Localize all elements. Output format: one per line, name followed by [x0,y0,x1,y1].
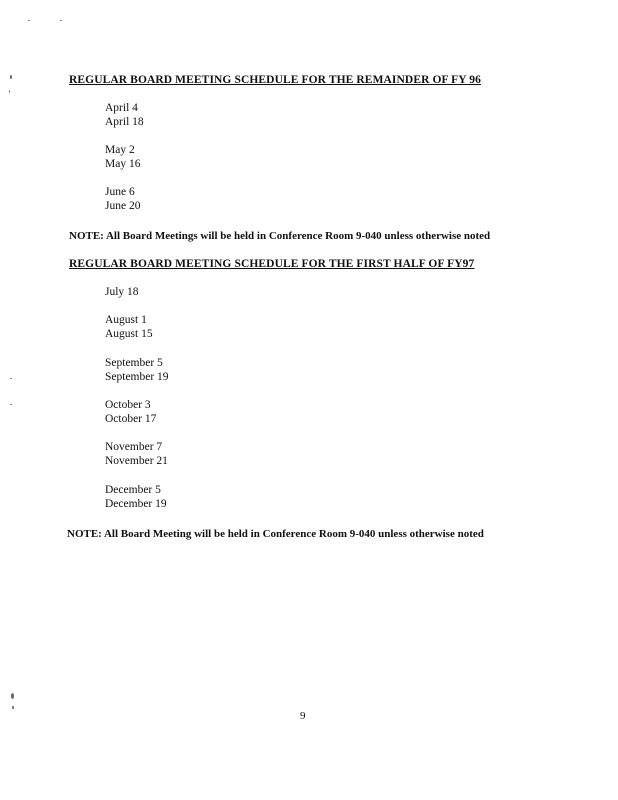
fy97-meeting-date: September 19 [105,371,169,383]
fy96-schedule-heading: REGULAR BOARD MEETING SCHEDULE FOR THE REMAINDER OF FY 96 [69,74,481,86]
fy97-meeting-date: November 7 [105,441,163,453]
scan-speck [9,90,10,93]
fy96-meeting-date: June 6 [105,186,135,198]
fy96-meeting-date: April 4 [105,102,138,114]
fy96-meeting-date: May 16 [105,158,141,170]
fy97-meeting-date: July 18 [105,286,139,298]
fy97-location-note: NOTE: All Board Meeting will be held in Conference Room 9-040 unless otherwise noted [67,528,484,540]
scan-speck [10,75,12,79]
page-number: 9 [300,710,306,722]
fy97-meeting-date: December 5 [105,484,161,496]
fy97-meeting-date: August 1 [105,314,147,326]
scan-speck [28,20,30,21]
scan-speck [12,706,14,709]
fy97-meeting-date: October 3 [105,399,151,411]
scan-speck [10,378,12,379]
scan-speck [60,20,62,21]
fy97-meeting-date: October 17 [105,413,157,425]
fy97-schedule-heading: REGULAR BOARD MEETING SCHEDULE FOR THE FIRST HALF OF FY97 [69,258,475,270]
fy96-meeting-date: June 20 [105,200,141,212]
fy96-meeting-date: April 18 [105,116,144,128]
fy97-meeting-date: September 5 [105,357,163,369]
fy97-meeting-date: August 15 [105,328,153,340]
scan-speck [10,404,12,405]
scan-speck [11,693,14,699]
fy97-meeting-date: November 21 [105,455,168,467]
fy96-location-note: NOTE: All Board Meetings will be held in Conference Room 9-040 unless otherwise noted [69,230,491,242]
fy96-meeting-date: May 2 [105,144,135,156]
fy97-meeting-date: December 19 [105,498,167,510]
